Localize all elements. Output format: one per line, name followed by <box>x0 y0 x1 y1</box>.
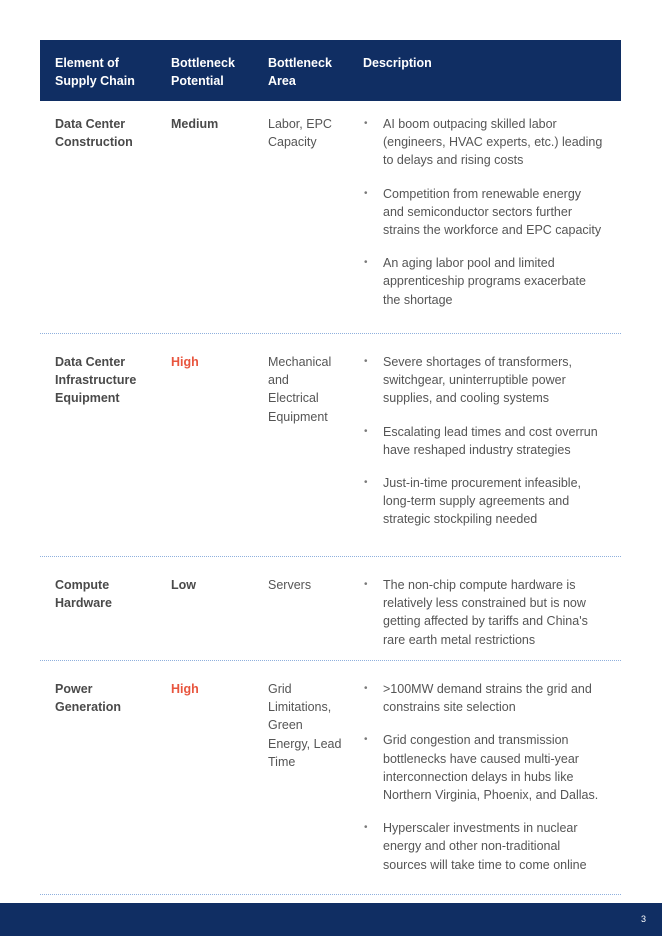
description-bullet: • The non-chip compute hardware is relatively less constrained but is now getting affected by tariffs and China's rare earth metal restrictions <box>364 578 588 647</box>
bullet-icon: • <box>364 187 368 199</box>
description-bullet: • Escalating lead times and cost overrun have reshaped industry strategies <box>364 424 598 457</box>
bullet-icon: • <box>364 683 368 694</box>
description-cell <box>363 680 603 889</box>
bullet-icon: • <box>364 822 368 834</box>
element-cell: Compute Hardware <box>55 578 112 611</box>
description-bullet: • Hyperscaler investments in nuclear energy and other non-traditional sources will take time to come online <box>364 821 587 872</box>
bullet-icon: • <box>364 356 368 367</box>
description-cell <box>363 115 603 324</box>
description-bullet: • Competition from renewable energy and semiconductor sectors further strains the workforce and EPC capacity <box>364 186 602 238</box>
potential-cell: Low <box>171 578 196 592</box>
bullet-icon: • <box>364 257 368 269</box>
description-cell <box>363 576 603 664</box>
description-bullet: • An aging labor pool and limited apprenticeship programs exacerbate the shortage <box>364 256 586 307</box>
potential-cell: High <box>171 682 199 696</box>
description-bullet: • Severe shortages of transformers, switchgear, uninterruptible power supplies, and cooling systems <box>364 355 572 406</box>
row-divider <box>40 333 621 334</box>
description-cell <box>363 353 603 544</box>
description-bullet: • Grid congestion and transmission bottlenecks have caused multi-year interconnection delays in hubs like Northern Virginia, Phoenix, and Dallas. <box>364 733 599 803</box>
row-divider <box>40 894 621 895</box>
area-cell: Labor, EPC Capacity <box>268 117 332 150</box>
header-element-of-supply-chain: Element of Supply Chain <box>55 56 135 88</box>
potential-cell: High <box>171 355 199 369</box>
row-divider <box>40 556 621 557</box>
bullet-icon: • <box>364 118 368 129</box>
bullet-icon: • <box>364 734 368 746</box>
description-bullet: • >100MW demand strains the grid and constrains site selection <box>364 682 592 715</box>
header-bottleneck-potential: Bottleneck Potential <box>171 56 235 88</box>
header-bottleneck-area: Bottleneck Area <box>268 56 332 88</box>
element-cell: Power Generation <box>55 682 121 715</box>
page-footer <box>0 903 662 936</box>
description-bullet: • AI boom outpacing skilled labor (engineers, HVAC experts, etc.) leading to delays and rising costs <box>364 117 603 168</box>
row-divider <box>40 660 621 661</box>
area-cell: Mechanical and Electrical Equipment <box>268 355 332 424</box>
bullet-icon: • <box>364 579 368 590</box>
bullet-icon: • <box>364 425 368 437</box>
page-number: 3 <box>640 914 646 924</box>
element-cell: Data Center Infrastructure Equipment <box>55 355 137 406</box>
description-bullet: • Just-in-time procurement infeasible, long-term supply agreements and strategic stockpiling needed <box>364 476 581 527</box>
header-description: Description <box>363 56 432 70</box>
table-header <box>40 40 621 101</box>
area-cell: Grid Limitations, Green Energy, Lead Time <box>268 682 342 769</box>
bullet-icon: • <box>364 477 368 489</box>
potential-cell: Medium <box>171 117 219 131</box>
element-cell: Data Center Construction <box>55 117 133 150</box>
area-cell: Servers <box>268 578 312 592</box>
